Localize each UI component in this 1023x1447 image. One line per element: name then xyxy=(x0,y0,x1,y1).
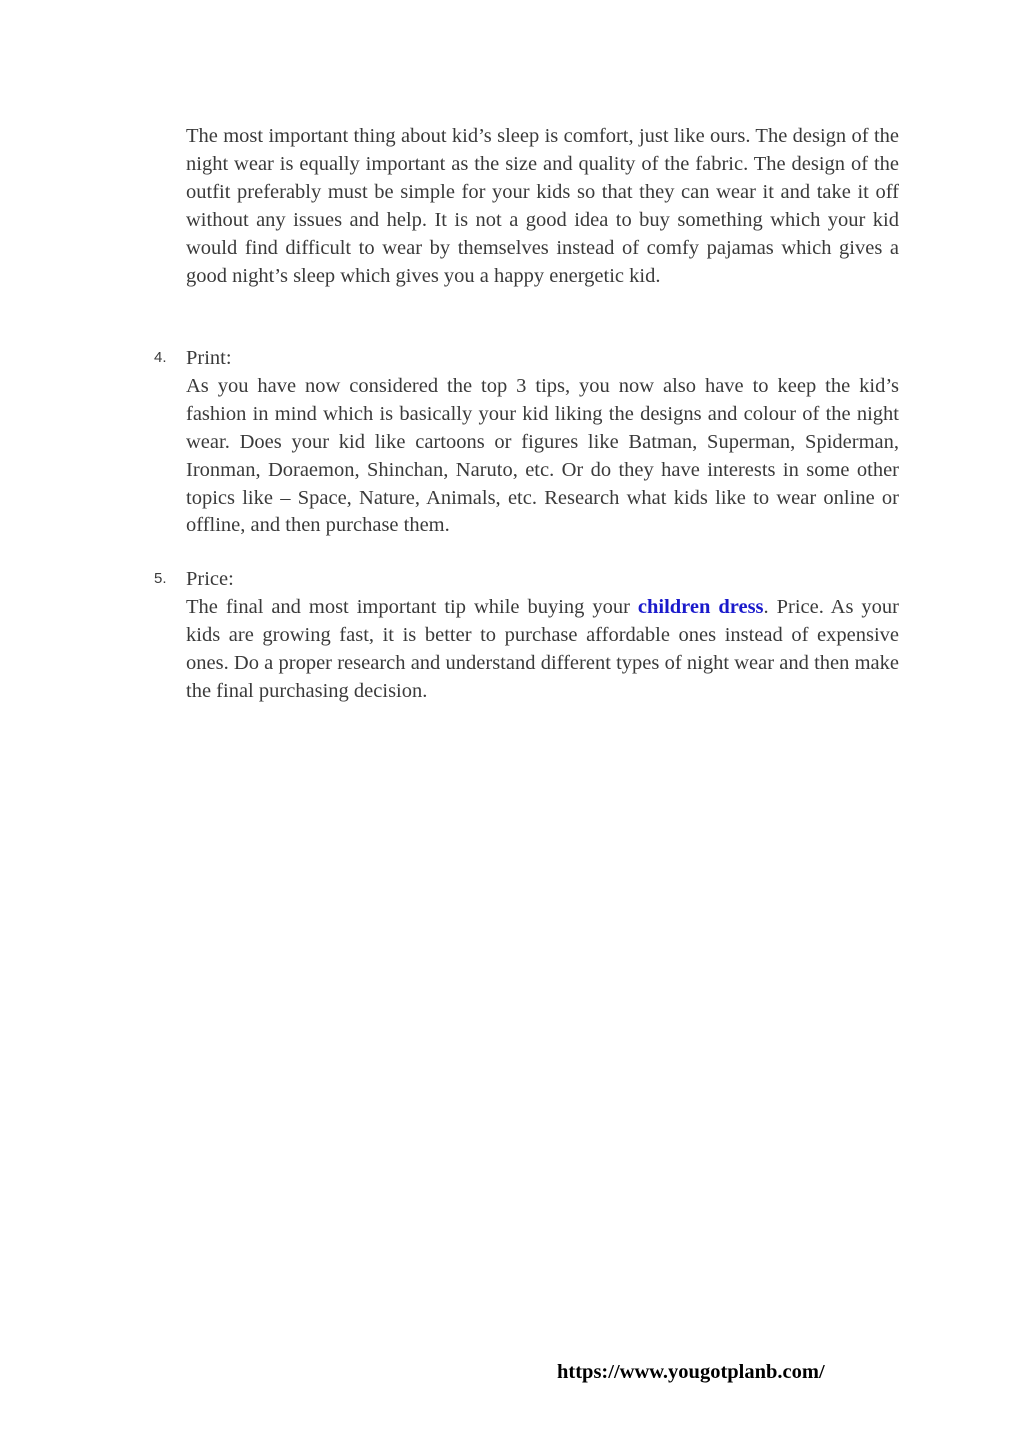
list-item-print xyxy=(154,345,899,540)
list-marker: 5. xyxy=(154,570,167,587)
item-body: As you have now considered the top 3 tips, you now also have to keep the kid’s fashion in mind which is basically your kid liking the designs and colour of the night wear. Does your kid like cartoons or figures like Batman, Superman, Spiderman, Ironman, Doraemon, Shinchan, Naruto, etc. Or do they have interests in some other topics like – Space, Nature, Animals, etc. Research what kids like to wear online or offline, and then purchase them. xyxy=(186,374,899,537)
footer-url[interactable]: https://www.yougotplanb.com/ xyxy=(557,1361,825,1383)
item-heading: Price: xyxy=(186,568,234,590)
list-item-price xyxy=(154,566,899,706)
item-heading: Print: xyxy=(186,347,232,369)
item-body-before: The final and most important tip while buying your xyxy=(186,595,638,618)
intro-paragraph: The most important thing about kid’s sleep is comfort, just like ours. The design of the night wear is equally important as the size and quality of the fabric. The design of the outfit preferably must be simple for your kids so that they can wear it and take it off without any issues and help. It is not a good idea to buy something which your kid would find difficult to wear by themselves instead of comfy pajamas which gives a good night’s sleep which gives you a happy energetic kid. xyxy=(186,125,899,287)
list-marker: 4. xyxy=(154,349,167,366)
item-body-after: . Price. As your kids are growing fast, it is better to purchase affordable ones instead of expensive ones. Do a proper research and understand different types of night wear and then make the final purchasing decision. xyxy=(186,595,899,702)
item-body xyxy=(186,594,899,706)
children-dress-link[interactable]: children dress xyxy=(637,595,764,618)
